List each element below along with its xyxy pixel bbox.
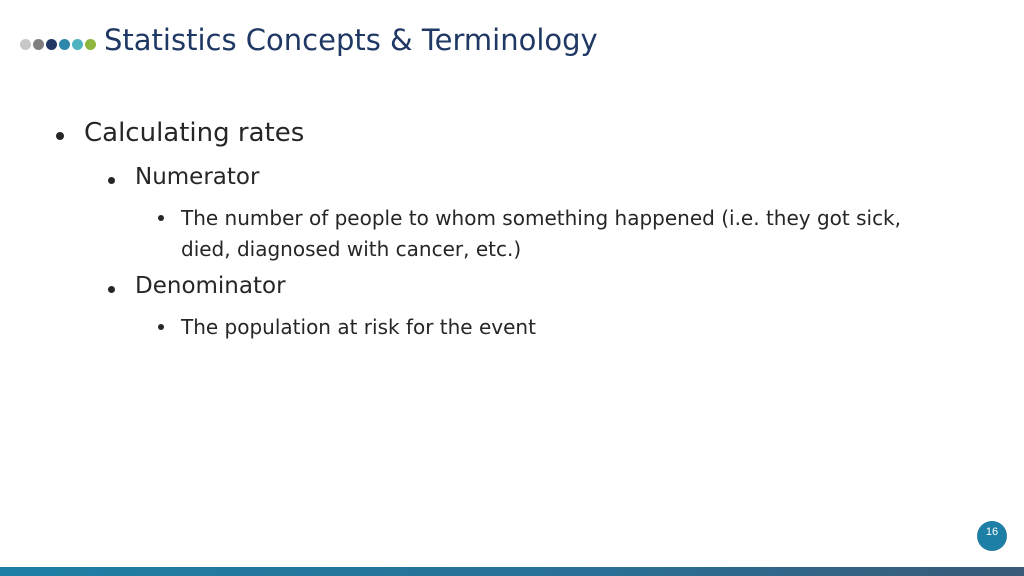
bullet-icon bbox=[158, 215, 164, 221]
bullet-icon bbox=[158, 324, 164, 330]
bullet-text: The population at risk for the event bbox=[181, 315, 536, 339]
bullet-level-2-denominator bbox=[108, 273, 286, 299]
page-number-badge: 16 bbox=[977, 521, 1007, 551]
bullet-icon bbox=[56, 132, 64, 140]
bullet-text: The number of people to whom something happened (i.e. they got sick, died, diagnosed with cancer, etc.) bbox=[181, 206, 901, 261]
bullet-level-1 bbox=[56, 118, 304, 148]
bullet-icon bbox=[108, 286, 115, 293]
bullet-level-3-numerator-definition bbox=[158, 203, 941, 265]
slide-title: Statistics Concepts & Terminology bbox=[104, 23, 598, 57]
bullet-text: Calculating rates bbox=[84, 118, 305, 148]
bullet-text: Numerator bbox=[135, 164, 260, 190]
bullet-level-2-numerator bbox=[108, 164, 259, 190]
bullet-level-3-denominator-definition bbox=[158, 312, 536, 343]
bullet-text: Denominator bbox=[135, 273, 286, 299]
bullet-icon bbox=[108, 177, 115, 184]
bottom-accent-bar bbox=[0, 567, 1024, 576]
